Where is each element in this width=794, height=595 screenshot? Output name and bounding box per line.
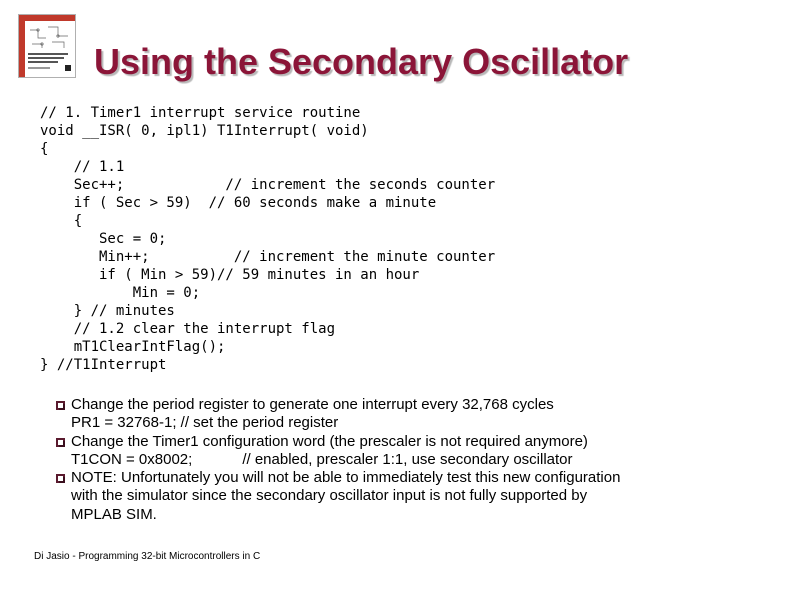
code-line: if ( Sec > 59) // 60 seconds make a minute <box>40 195 437 211</box>
bullet-text: T1CON = 0x8002; // enabled, prescaler 1:1, use secondary oscillator <box>71 450 573 468</box>
cover-text-line <box>28 67 50 69</box>
cover-text-line <box>28 61 58 63</box>
bullet-list <box>56 396 746 524</box>
publisher-logo <box>65 65 71 71</box>
bullet-item <box>56 433 746 470</box>
book-band <box>25 15 75 21</box>
bullet-text: NOTE: Unfortunately you will not be able to immediately test this new configuration <box>71 469 621 487</box>
slide-title: Using the Secondary Oscillator <box>94 41 629 82</box>
bullet-item <box>56 469 746 524</box>
code-line: { <box>40 141 49 157</box>
code-line: void __ISR( 0, ipl1) T1Interrupt( void) <box>40 123 369 139</box>
bullet-text: MPLAB SIM. <box>71 505 157 523</box>
code-line: Sec++; // increment the seconds counter <box>40 177 496 193</box>
cover-text-line <box>28 57 64 59</box>
slide-footer: Di Jasio - Programming 32-bit Microcontrollers in C <box>34 551 261 562</box>
code-line: // 1.2 clear the interrupt flag <box>40 321 336 337</box>
bullet-text: Change the period register to generate one interrupt every 32,768 cycles <box>71 396 554 413</box>
code-line: Sec = 0; <box>40 231 167 247</box>
cover-text-line <box>28 53 68 55</box>
bullet-item <box>56 396 746 433</box>
book-spine <box>19 15 25 77</box>
bullet-text: Change the Timer1 configuration word (the prescaler is not required anymore) <box>71 432 588 450</box>
code-line: } // minutes <box>40 303 175 319</box>
code-block <box>40 104 495 374</box>
code-line: mT1ClearIntFlag(); <box>40 339 226 355</box>
code-line: Min++; // increment the minute counter <box>40 249 496 265</box>
book-cover-thumbnail <box>18 14 76 78</box>
checkbox-bullet-icon <box>56 438 65 447</box>
code-line: { <box>40 213 83 229</box>
code-line: if ( Min > 59)// 59 minutes in an hour <box>40 267 420 283</box>
code-line: // 1.1 <box>40 159 125 175</box>
book-cover-art <box>28 24 72 50</box>
bullet-text: with the simulator since the secondary oscillator input is not fully supported by <box>71 487 588 505</box>
checkbox-bullet-icon <box>56 474 65 483</box>
checkbox-bullet-icon <box>56 401 65 410</box>
code-line: } //T1Interrupt <box>40 357 167 373</box>
code-line: Min = 0; <box>40 285 201 301</box>
bullet-text: PR1 = 32768-1; // set the period register <box>71 414 339 432</box>
code-line: // 1. Timer1 interrupt service routine <box>40 105 361 121</box>
